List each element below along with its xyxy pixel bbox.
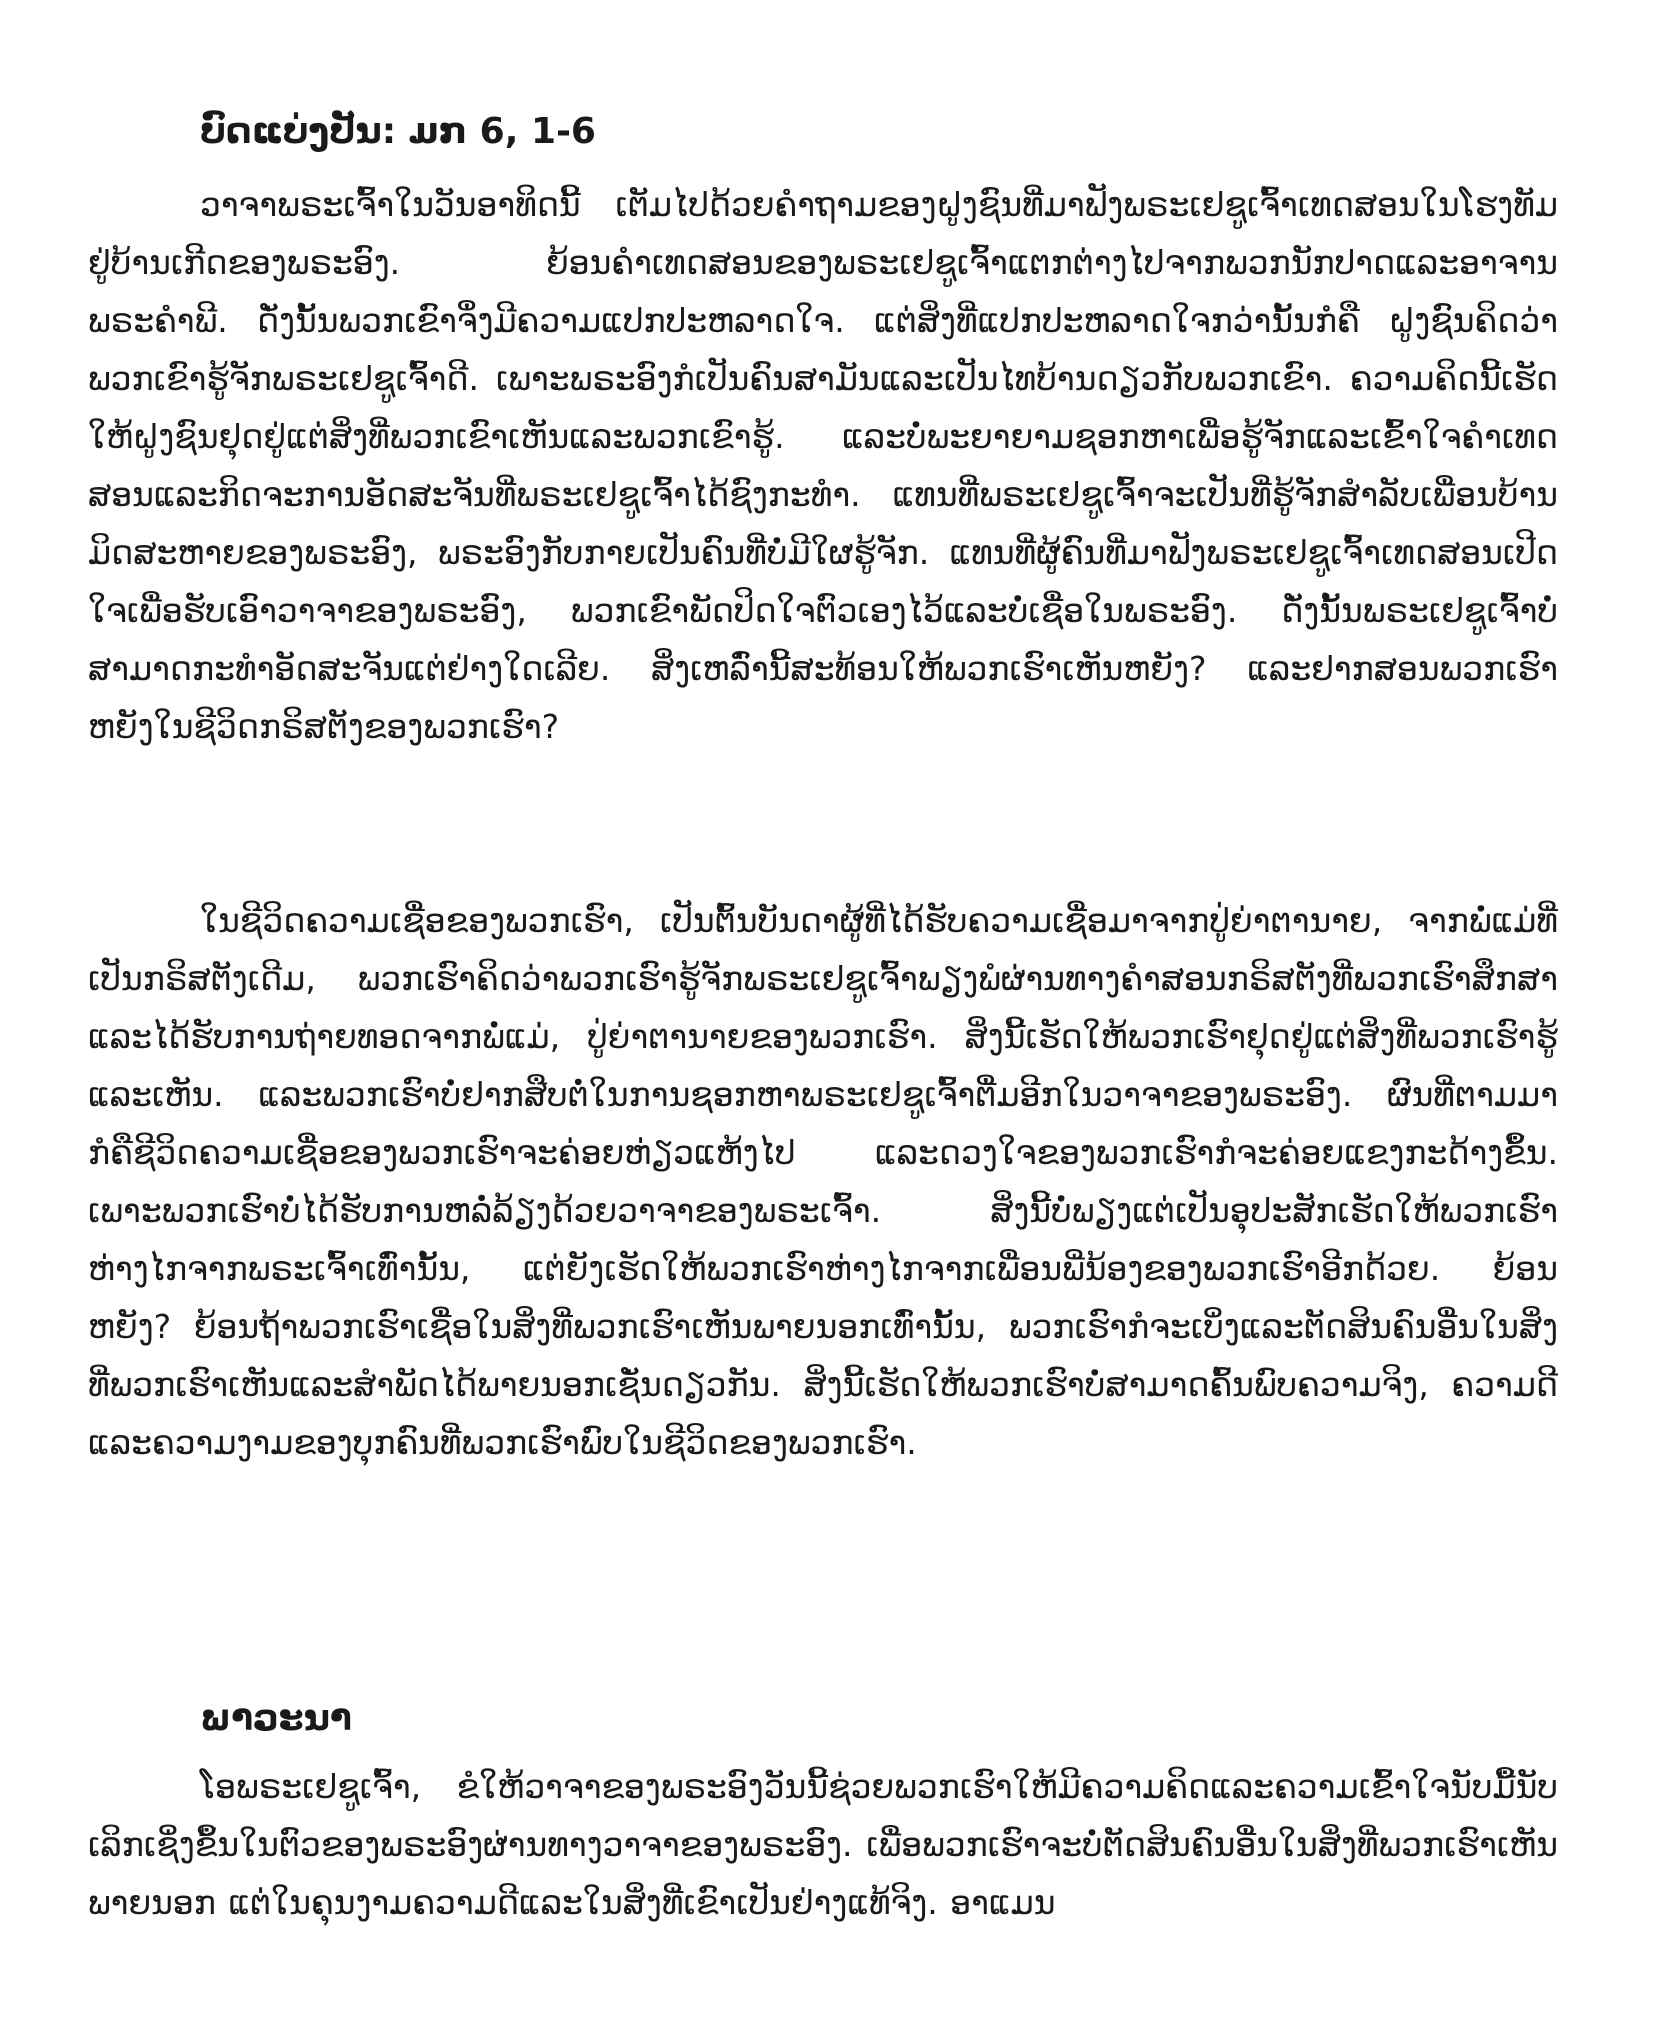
reflection-title: ບົດແບ່ງປັນ: ມກ 6, 1-6 <box>200 111 596 152</box>
prayer-title: ພາວະນາ <box>200 1698 352 1739</box>
reflection-paragraph-2: ໃນຊີວິດຄວາມເຊື່ອຂອງພວກເຮົາ, ເປັນຕົ້ນບັນດາຜູ້ທີ່ໄດ້ຮັບຄວາມເຊື່ອມາຈາກປູ່ຍ່າຕານາຍ, ຈາກພໍ່ແມ່ທີ່ເປັນກຣິສຕັງເດີມ, ພວກເຮົາຄິດວ່າພວກເຮົາຮູ້ຈັກພຣະເຢຊູເຈົ້າພຽງພໍຜ່ານທາງຄຳສອນກຣິສຕັງທີ່ພວກເຮົາສຶກສາແລະໄດ້ຮັບການຖ່າຍທອດຈາກພໍ່ແມ່, ປູ່ຍ່າຕານາຍຂອງພວກເຮົາ. ສິ່ງນີ້ເຮັດໃຫ້ພວກເຮົາຢຸດຢູ່ແຕ່ສິ່ງທີ່ພວກເຮົາຮູ້ແລະເຫັນ. ແລະພວກເຮົາບໍ່ຢາກສືບຕໍ່ໃນການຊອກຫາພຣະເຢຊູເຈົ້າຕື່ມອີກໃນວາຈາຂອງພຣະອົງ. ຜົນທີ່ຕາມມາກໍຄືຊີວິດຄວາມເຊື່ອຂອງພວກເຮົາຈະຄ່ອຍຫ່ຽວແຫ້ງໄປ ແລະດວງໃຈຂອງພວກເຮົາກໍຈະຄ່ອຍແຂງກະດ້າງຂຶ້ນ. ເພາະພວກເຮົາບໍ່ໄດ້ຮັບການຫລໍ່ລ້ຽງດ້ວຍວາຈາຂອງພຣະເຈົ້າ. ສິ່ງນີ້ບໍ່ພຽງແຕ່ເປັນອຸປະສັກເຮັດໃຫ້ພວກເຮົາຫ່າງໄກຈາກພຣະເຈົ້າເທົ່ານັ້ນ, ແຕ່ຍັງເຮັດໃຫ້ພວກເຮົາຫ່າງໄກຈາກເພື່ອນພີ່ນ້ອງຂອງພວກເຮົາອີກດ້ວຍ. ຍ້ອນຫຍັງ? ຍ້ອນຖ້າພວກເຮົາເຊື່ອໃນສິ່ງທີ່ພວກເຮົາເຫັນພາຍນອກເທົ່ານັ້ນ, ພວກເຮົາກໍຈະເບິ່ງແລະຕັດສິນຄົນອື່ນໃນສິ່ງທີ່ພວກເຮົາເຫັນແລະສຳພັດໄດ້ພາຍນອກເຊັ່ນດຽວກັນ. ສິ່ງນີ້ເຮັດໃຫ້ພວກເຮົາບໍ່ສາມາດຄົ້ນພົບຄວາມຈິງ, ຄວາມດີແລະຄວາມງາມຂອງບຸກຄົນທີ່ພວກເຮົາພົບໃນຊີວິດຂອງພວກເຮົາ. <box>88 901 1558 1462</box>
prayer-paragraph: ໂອພຣະເຢຊູເຈົ້າ, ຂໍໃຫ້ວາຈາຂອງພຣະອົງວັນນີ້ຊ່ວຍພວກເຮົາໃຫ້ມີຄວາມຄິດແລະຄວາມເຂົ້າໃຈນັບມື້ນັບເລິກເຊິ່ງຂຶ້ນໃນຕົວຂອງພຣະອົງຜ່ານທາງວາຈາຂອງພຣະອົງ. ເພື່ອພວກເຮົາຈະບໍ່ຕັດສິນຄົນອື່ນໃນສິ່ງທີ່ພວກເຮົາເຫັນພາຍນອກ ແຕ່ໃນຄຸນງາມຄວາມດີແລະໃນສິ່ງທີ່ເຂົາເປັນຢ່າງແທ້ຈິງ. ອາແມນ <box>88 1767 1558 1922</box>
reflection-paragraph-1: ວາຈາພຣະເຈົ້າໃນວັນອາທິດນີ້ ເຕັມໄປດ້ວຍຄຳຖາມຂອງຝູງຊົນທີ່ມາຟັງພຣະເຢຊູເຈົ້າເທດສອນໃນໂຮງທັມຢູ່ບ້ານເກີດຂອງພຣະອົງ. ຍ້ອນຄຳເທດສອນຂອງພຣະເຢຊູເຈົ້າແຕກຕ່າງໄປຈາກພວກນັກປາດແລະອາຈານພຣະຄຳພີ. ດັ່ງນັ້ນພວກເຂົາຈຶ່ງມີຄວາມແປກປະຫລາດໃຈ. ແຕ່ສິ່ງທີ່ແປກປະຫລາດໃຈກວ່ານັ້ນກໍຄື ຝູງຊົນຄິດວ່າພວກເຂົາຮູ້ຈັກພຣະເຢຊູເຈົ້າດີ. ເພາະພຣະອົງກໍເປັນຄົນສາມັນແລະເປັນໄທບ້ານດຽວກັບພວກເຂົາ. ຄວາມຄິດນີ້ເຮັດໃຫ້ຝູງຊົນຢຸດຢູ່ແຕ່ສິ່ງທີ່ພວກເຂົາເຫັນແລະພວກເຂົາຮູ້. ແລະບໍ່ພະຍາຍາມຊອກຫາເພື່ອຮູ້ຈັກແລະເຂົ້າໃຈຄຳເທດສອນແລະກິດຈະການອັດສະຈັນທີ່ພຣະເຢຊູເຈົ້າໄດ້ຊົງກະທຳ. ແທນທີ່ພຣະເຢຊູເຈົ້າຈະເປັນທີ່ຮູ້ຈັກສຳລັບເພື່ອນບ້ານມິດສະຫາຍຂອງພຣະອົງ, ພຣະອົງກັບກາຍເປັນຄົນທີ່ບໍ່ມີໃຜຮູ້ຈັກ. ແທນທີ່ຜູ້ຄົນທີ່ມາຟັງພຣະເຢຊູເຈົ້າເທດສອນເປີດໃຈເພື່ອຮັບເອົາວາຈາຂອງພຣະອົງ, ພວກເຂົາພັດປິດໃຈຕົວເອງໄວ້ແລະບໍ່ເຊື່ອໃນພຣະອົງ. ດັ່ງນັ້ນພຣະເຢຊູເຈົ້າບໍ່ສາມາດກະທຳອັດສະຈັນແຕ່ຢ່າງໃດເລີຍ. ສິ່ງເຫລົ່ານີ້ສະທ້ອນໃຫ້ພວກເຮົາເຫັນຫຍັງ? ແລະຢາກສອນພວກເຮົາຫຍັງໃນຊີວິດກຣິສຕັງຂອງພວກເຮົາ? <box>88 185 1558 746</box>
